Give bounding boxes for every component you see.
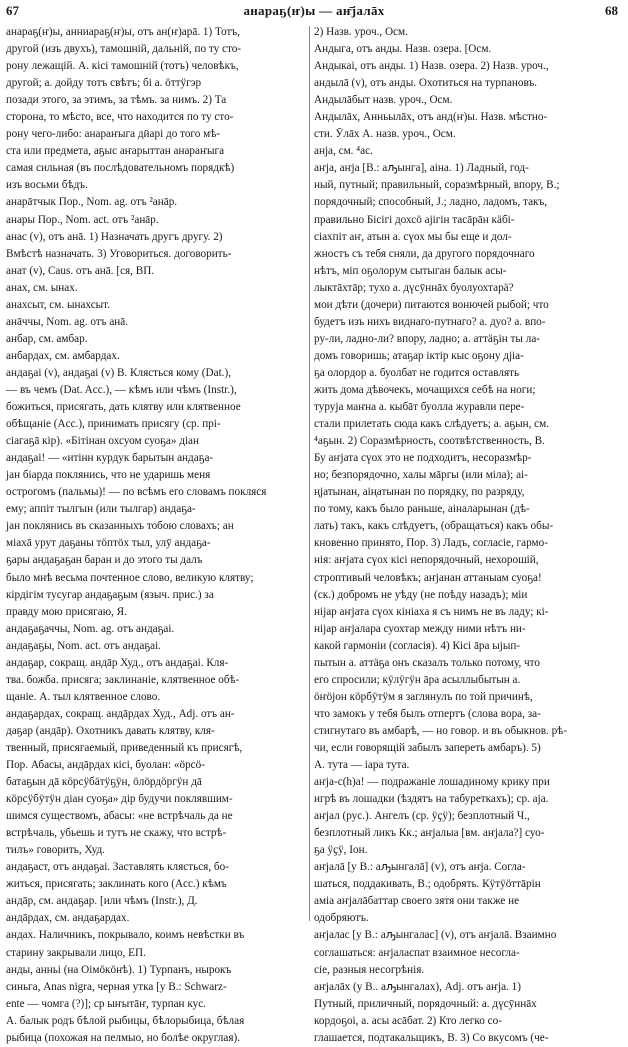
text-line: анараҕ(ҥ)ы, анниараҕ(ҥ)ы, отъ ан(ҥ)арā. 1) Тотъ, [6, 26, 240, 38]
text-line: Андылāбыт назв. уроч., Осм. [314, 94, 453, 107]
text-line: стигнутаго въ амбарѣ, — но говор. и въ обыкнов. рѣ- [314, 724, 567, 737]
text-line: чи, если говорящій забылъ запереть амбаръ). 5) [314, 741, 541, 754]
text-line: ста или предмета, аҕыс аҥарыттан анараҥыга [6, 145, 225, 158]
text-line: острогомъ (пальмы)! — по всѣмъ его словамъ покляся [6, 486, 267, 499]
text-line: міахā урут даҕаны тӧптӧх тыл, улӯ андаҕа- [6, 537, 211, 550]
text-line: ӧҥӧјон кӧрбӱтӱм я заглянулъ по той причинѣ, [314, 690, 533, 703]
text-line: (ск.) добромъ не уѣду (не поѣду назадъ); міи [314, 588, 528, 601]
text-line: ⁴аҕын. 2) Соразмѣрность, соотвѣтственность, В. [314, 435, 545, 448]
text-line: правду мою присягаю, Я. [6, 605, 127, 618]
text-line: мои дѣти (дочери) питаются вонючей рыбой; что [314, 298, 549, 311]
text-line: тилъ» говорить, Худ. [6, 844, 105, 857]
text-line: встрѣчаль, убьешь и тутъ не скажу, что встрѣ- [6, 827, 227, 840]
text-line: Андыга, отъ анды. Назв. озера. [Осм. [314, 43, 492, 56]
text-line: изъ восьми бѣдъ. [6, 179, 88, 192]
text-line: андаҕаҕы, Nom. act. отъ андаҕаі. [6, 639, 161, 652]
text-line: андаҕаҕаччы, Nom. ag. отъ андаҕаі. [6, 622, 175, 635]
text-line: даҕар (андāр). Охотникъ давать клятву, кля- [6, 724, 215, 737]
text-line: Вмѣстѣ назначать. 3) Уговориться. договорить- [6, 247, 232, 260]
text-line: анды, анньі (на Оімӧкӧнѣ). 1) Турпанъ, нырокъ [6, 963, 232, 976]
text-line: нѣтъ, міп оҕолорум сытыган балык асы- [314, 264, 507, 277]
text-line: анас (v), отъ анā. 1) Назначать другъ другу. 2) [6, 230, 223, 243]
text-line: ҕа олордор а. буолбат не годится оставлять [314, 366, 520, 379]
text-line: сіахпіт аҥ, атын а. сүох мы бы еще и дол- [314, 230, 512, 243]
text-line: анāччы, Nom. ag. отъ анā. [6, 315, 129, 328]
text-line: анах, см. ынах. [6, 281, 78, 294]
text-line: Андылāх, Анньылāх, отъ анд(ҥ)ы. Назв. мѣстно- [314, 111, 548, 124]
text-line: ру-ли, ладно-ли? впору, ладно; а. аттӓҕін ты ла- [314, 332, 541, 345]
text-line: 2) Назв. уроч., Осм. [314, 26, 408, 38]
text-line: по тому, какъ было раньше, аіналарынан (дѣ- [314, 503, 530, 516]
page-number-right: 68 [605, 3, 618, 18]
text-line: аҥја-с(һ)а! — подражаніе лошадиному крику при [314, 776, 550, 789]
text-line: туруја маҥна а. кыбāт буолла журавли пере- [314, 401, 525, 414]
text-line: шаться, поддакивать, В.; одобрять. Кӱтӱӧттāрін [314, 878, 541, 891]
text-line: А. балык родъ бѣлой рыбицы, бѣлорыбица, бѣлая [6, 1014, 245, 1027]
text-line: божиться, присягать, дать клятву или клятвенное [6, 401, 241, 414]
text-line: рыбица (похожая на пелмыо, но болѣе округлая). [6, 1031, 240, 1044]
text-line: порядочный; способный, Ј.; ладно, ладомъ, такъ, [314, 196, 548, 209]
text-line: какой гармоніи (согласія). 4) Кісі āра ыјып- [314, 639, 521, 652]
text-line: строптивый человѣкъ; аҥјанан аттаныам суоҕа! [314, 571, 542, 584]
text-line: кӧрсӱбӱтӱн діан суоҕа» дір будучи поклявшим- [6, 793, 233, 806]
text-line: лать) такъ, какъ слѣдуетъ, (обращаться) какъ обы- [314, 520, 554, 533]
text-line: но; безпорядочно, халы мāргы (или міла); аі- [314, 469, 528, 482]
text-line: обѣщаніе (Acc.), принимать присягу (ср. прі- [6, 418, 221, 431]
text-line: јан біарда поклянись, что не ударишь меня [6, 469, 211, 482]
text-line: андаҕардах, сокращ. андāрдах Худ., Adj. отъ ан- [6, 707, 235, 720]
text-line: будетъ изъ нихъ виднаго-путнаго? а. дуо? а. впо- [314, 315, 546, 328]
text-line: что замокъ у тебя былъ отпертъ (слова вора, за- [314, 707, 541, 720]
text-line: тва. божба. присяга; заклинаніе, клятвенное обѣ- [6, 673, 240, 686]
text-line: андāр, см. андаҕар. [или чѣмъ (Instr.), Д. [6, 895, 198, 908]
text-line: ему; аппіт тылгын (или тылгар) андаҕа- [6, 503, 196, 516]
text-line: аміа аҥјалāбаттар своего зятя они также не [314, 895, 520, 908]
text-line: шимся существомъ, абасы: «не встрѣчаль да не [6, 810, 233, 823]
text-line: андаҕаст, отъ андаҕаі. Заставлять клясться, бо- [6, 861, 229, 874]
text-line: ente — чомга (?)]; ср ыҥытāҥ, турпан кус. [6, 997, 206, 1010]
text-line: самая сильная (въ послѣдовательномъ порядкѣ) [6, 162, 235, 175]
text-line: анја, см. ⁴ас. [314, 145, 373, 158]
text-line: было мнѣ весьма почтенное слово, великую клятву; [6, 571, 254, 584]
text-line: стали прилетать сюда какъ слѣдуетъ; а. аҕын, см. [314, 418, 550, 431]
page-number-left: 67 [6, 3, 19, 18]
text-line: ҕары андаҕаҕан баран и до этого ты далъ [6, 554, 203, 567]
text-line: аҥјалас [у В.: аԡынгалас] (v), отъ аҥјалā. Взаимно [314, 929, 557, 942]
text-line: кновенно принято, Пор. 3) Ладъ, согласіе, гармо- [314, 537, 548, 550]
text-line: жить дома дѣвочекъ, мочащихся себѣ на ноги; [314, 383, 536, 396]
text-line: сторона, то мѣсто, все, что находится по ту сто- [6, 111, 234, 124]
text-line: житься, присягать; заклинать кого (Acc.) кѣмъ [6, 878, 227, 891]
text-line: правильно Бісігі дохсӧ ајігін тасāрāн кӓбі- [314, 213, 515, 226]
text-line: анары Пор., Nom. act. отъ ²анāр. [6, 213, 159, 226]
text-line: андылā (v), отъ анды. Охотиться на турпановъ. [314, 77, 538, 90]
right-column [314, 24, 622, 1044]
text-line: ный, путный; правильный, соразмѣрный, впору, В.; [314, 179, 560, 192]
text-line: — въ чемъ (Dat. Acc.), — кѣмъ или чѣмъ (Instr.), [6, 383, 237, 396]
text-line: андāрдах, см. андаҕардах. [6, 912, 130, 925]
text-line: одобряютъ. [314, 912, 369, 925]
text-line: позади этого, за этимъ, за тѣмъ. за нимъ. 2) Та [6, 94, 227, 107]
text-line: батаҕын дā кӧрсӱбӓтӱҕӱн, ӧлӧрдӧргӱн дā [6, 776, 202, 789]
text-line: старину закрывали лицо, ЕП. [6, 946, 146, 959]
running-title: анараҕ(ҥ)ы — аҥ̄јалāх [243, 3, 385, 18]
text-line: другой (изъ двухъ), тамошній, дальній, по ту сто- [6, 43, 242, 56]
text-line: лыктāхтāр; тухо а. дүсӯннāх буолуохтарӓ? [314, 281, 514, 294]
text-line: рону лежащій. А. кісі тамошній (тотъ) человѣкъ, [6, 60, 239, 73]
text-line: анарāтчык Пор., Nom. ag. отъ ²анāр. [6, 196, 178, 209]
text-line: нія: аҥјата сүох кісі непорядочный, нехорошій, [314, 554, 539, 567]
text-line: анбардах, см. амбардах. [6, 349, 120, 362]
text-line: пытын а. аттӓҕа онъ сказалъ только потому, что [314, 656, 540, 669]
text-line: андаҕаі (v), андаҕаі (v) В. Клясться кому (Dat.), [6, 366, 231, 379]
text-line: сти. Ӯлāх А. назв. уроч., Осм. [314, 128, 456, 141]
text-line: рону чего-либо: анараҥыга дӣарі до того мѣ- [6, 128, 221, 141]
text-line: анахсыт, см. ынахсыт. [6, 298, 111, 311]
text-line: А. тута — іара тута. [314, 759, 410, 772]
text-line: ніјар аҥјата сүох кініаха я съ нимъ не въ ладу; кі- [314, 605, 549, 618]
text-line: Путный, приличный, порядочный: а. дүсӯннāх [314, 997, 537, 1010]
text-line: јан поклянись въ сказанныхъ тобою словахъ; ан [6, 520, 234, 533]
text-line: кірдігім тусугар андаҕаҕым (языч. прис.) за [6, 588, 214, 601]
text-line: Пор. Абасы, андāрдах кісі, буолан: «ӧрсӧ- [6, 759, 205, 772]
text-line: сіагаҕā кір). «Бітінан охсуом суоҕа» діан [6, 435, 200, 448]
text-line: ніјар аҥјалара суохтар между ними нѣтъ ни- [314, 622, 526, 635]
text-line: домъ говоришь; атаҕар іктір кыс оҕону дјіа- [314, 349, 524, 362]
left-column [6, 24, 306, 1044]
text-line: андаҕаі! — «итінн курдук барытын андаҕа- [6, 452, 214, 465]
text-line: другой; а. дойду тотъ свѣтъ; бі а. ӧттӱгэр [6, 77, 202, 90]
text-line: анат (v), Caus. отъ анā. [ся, ВП. [6, 264, 155, 277]
text-line: жностъ съ тебя сняли, да другого порядочнаго [314, 247, 535, 260]
text-line: ҕа ӱҫӱ, Іон. [314, 844, 368, 857]
text-line: его спросили; кӱлӱгӱн āра асыллыбытын а. [314, 673, 521, 686]
text-line: синьга, Anas nigra, черная утка [у В.: Schwarz- [6, 980, 227, 993]
text-line: ңјатынан, аіңатынан по порядку, по разряду, [314, 486, 525, 499]
text-line: аҥјалāх (у В.. аԡынгалах), Adj. отъ аҥја. 1) [314, 980, 521, 993]
text-line: Бу аҥјата сүох это не подходитъ, несоразмѣр- [314, 452, 532, 465]
text-line: андах. Наличникъ, покрывало, коимъ невѣстки въ [6, 929, 245, 942]
text-line: сіе, разныя несогрѣнія. [314, 963, 425, 976]
text-line: анбар, см. амбар. [6, 332, 88, 345]
text-line: соглашаться: аҥјаласпат взаимное несогла- [314, 946, 520, 959]
text-line: безплотный ликъ Кк.; аҥјалыа [вм. аҥјала?] суо- [314, 827, 545, 840]
text-line: аҥјал (рус.). Ангелъ (ср. ӱҫӱ); безплотный Ч., [314, 810, 530, 823]
text-line: игрѣ въ лошадки (ѣздятъ на табуреткахъ); ср. аја. [314, 793, 549, 806]
text-line: аҥјалā [у В.: аԡынгалā] (v), отъ аҥја. Согла- [314, 861, 526, 874]
text-line: кордоҕоі, а. асы асāбат. 2) Кто легко со- [314, 1014, 502, 1027]
text-line: щаніе. А. тыл клятвенное слово. [6, 690, 161, 703]
column-divider [309, 26, 310, 921]
text-line: андаҕар, сокращ. андāр Худ., отъ андаҕаі. Кля- [6, 656, 229, 669]
text-line: твенный, присягаемый, приведенный къ присягѣ, [6, 741, 243, 754]
page-header [0, 0, 628, 22]
text-line: глашается, подтакальщикъ, В. 3) Со вкусомъ (че- [314, 1031, 549, 1044]
text-line: Андыкаі, отъ анды. 1) Назв. озера. 2) Назв. уроч., [314, 60, 549, 73]
text-line: аҥја, аҥја [В.: аԡынга], аіна. 1) Ладный, год- [314, 162, 529, 175]
